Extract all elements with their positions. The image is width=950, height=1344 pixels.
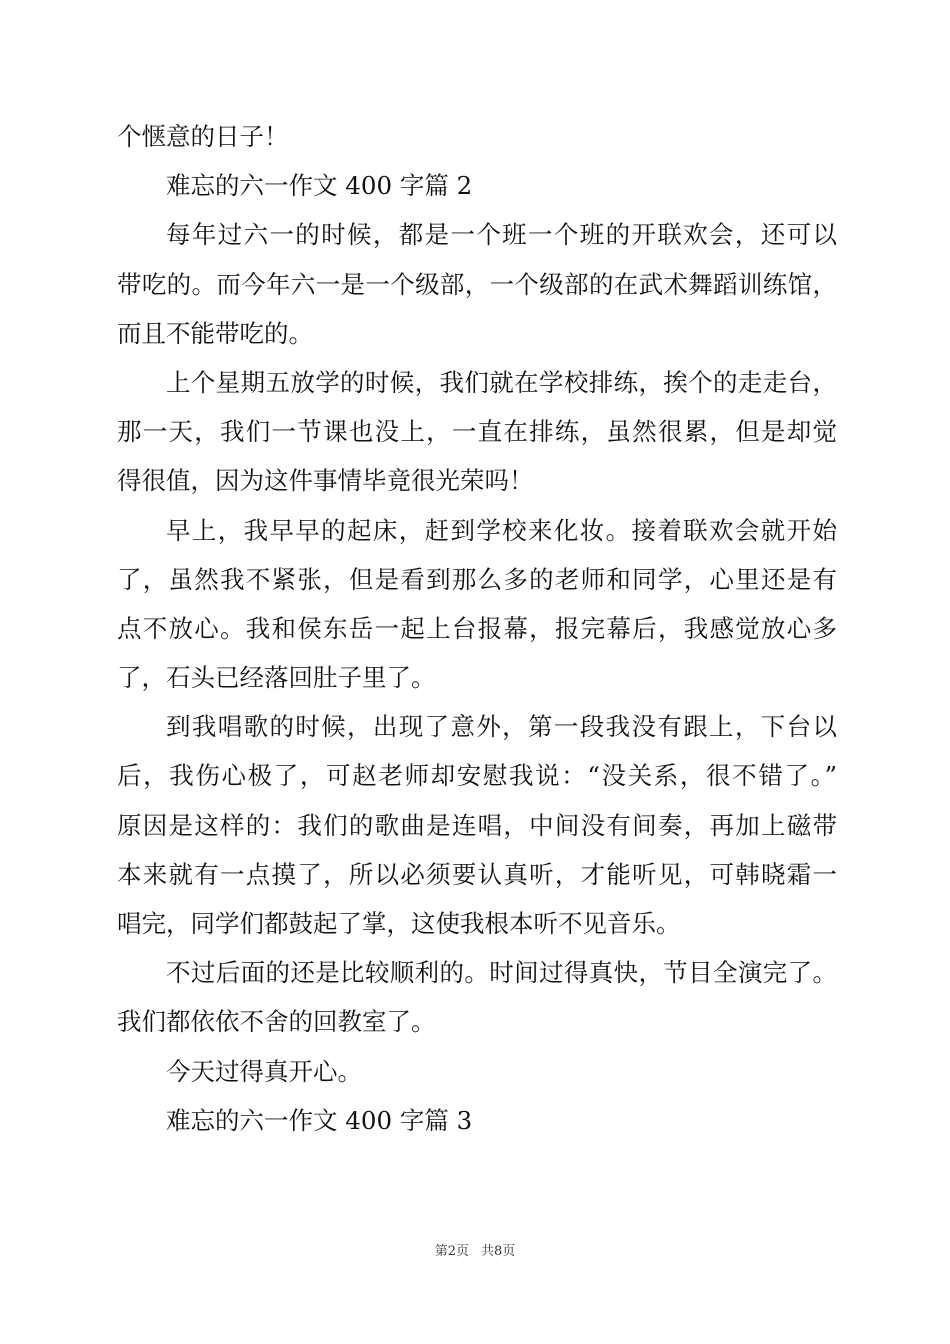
paragraph-line: 得很值，因为这件事情毕竟很光荣吗！ [117,466,534,496]
paragraph-line: 今天过得真开心。 [166,1056,362,1086]
paragraph-line: 原因是这样的：我们的歌曲是连唱，中间没有间奏，再加上磁带 [117,810,837,840]
paragraph-line: 点不放心。我和侯东岳一起上台报幕，报完幕后，我感觉放心多 [117,613,837,643]
paragraph-line: 带吃的。而今年六一是一个级部，一个级部的在武术舞蹈训练馆， [117,269,837,299]
paragraph-line: 我们都依依不舍的回教室了。 [117,1007,436,1037]
document-body [117,112,837,1145]
section-heading: 难忘的六一作文 400 字篇 3 [166,1105,473,1135]
paragraph-line: 那一天，我们一节课也没上，一直在排练，虽然很累，但是却觉 [117,417,837,447]
paragraph-line: 而且不能带吃的。 [117,318,313,348]
paragraph-line: 本来就有一点摸了，所以必须要认真听，才能听见，可韩晓霜一 [117,859,837,889]
paragraph-line: 不过后面的还是比较顺利的。时间过得真快，节目全演完了。 [166,958,837,988]
paragraph-line: 每年过六一的时候，都是一个班一个班的开联欢会，还可以 [166,220,837,250]
paragraph-line: 后，我伤心极了，可赵老师却安慰我说：“没关系，很不错了。” [117,761,837,791]
paragraph-line: 早上，我早早的起床，赶到学校来化妆。接着联欢会就开始 [166,515,837,545]
paragraph-line: 到我唱歌的时候，出现了意外，第一段我没有跟上，下台以 [166,712,837,742]
page-number: 第2页 [434,1244,469,1259]
page-total: 共8页 [481,1244,516,1259]
paragraph-line: 上个星期五放学的时候，我们就在学校排练，挨个的走走台， [166,367,837,397]
section-heading: 难忘的六一作文 400 字篇 2 [166,171,473,201]
paragraph-line: 唱完，同学们都鼓起了掌，这使我根本听不见音乐。 [117,909,681,938]
paragraph-line: 了，石头已经落回肚子里了。 [117,663,436,693]
page-footer [0,1240,950,1259]
paragraph-line: 个惬意的日子！ [117,122,289,151]
paragraph-line: 了，虽然我不紧张，但是看到那么多的老师和同学，心里还是有 [117,564,837,594]
